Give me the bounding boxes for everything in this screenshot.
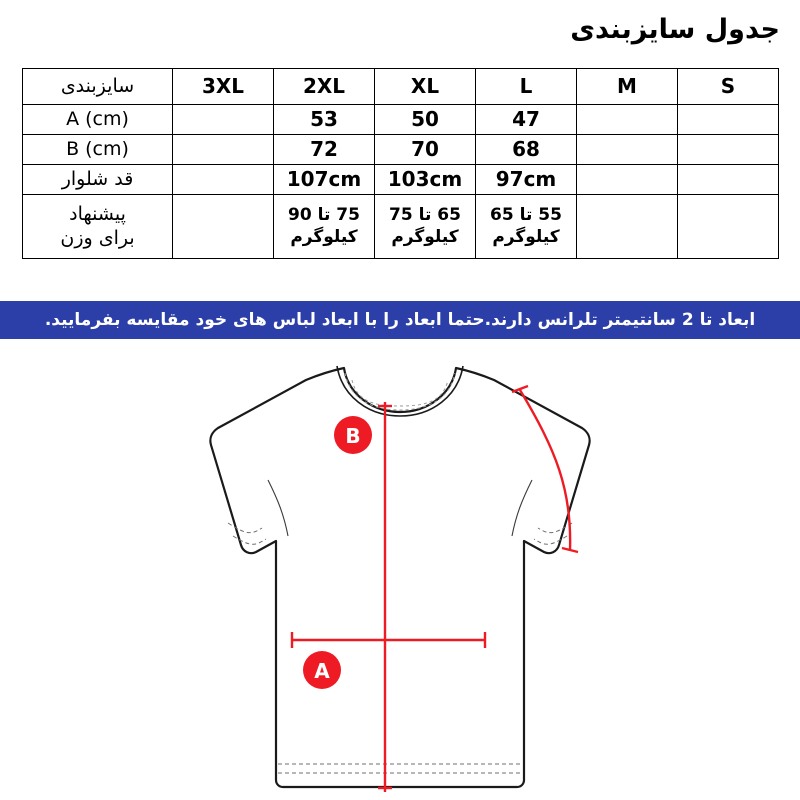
table-cell: 65 تا 75 کیلوگرم <box>375 195 476 259</box>
table-cell: 47 <box>476 105 577 135</box>
tshirt-illustration <box>0 340 800 800</box>
table-cell: 53 <box>274 105 375 135</box>
table-cell <box>173 195 274 259</box>
table-row <box>23 195 779 259</box>
table-row-label-line1: پیشنهاد <box>69 202 126 225</box>
badge-b-group <box>334 416 372 454</box>
table-cell <box>577 195 678 259</box>
table-header-label: سایزبندی <box>23 69 173 105</box>
table-cell <box>678 165 779 195</box>
table-cell: 97cm <box>476 165 577 195</box>
table-cell <box>678 135 779 165</box>
tolerance-note: ابعاد تا 2 سانتیمتر تلرانس دارند.حتما ابعاد را با ابعاد لباس های خود مقایسه بفرمایید. <box>0 301 800 339</box>
table-cell: 103cm <box>375 165 476 195</box>
table-cell: 72 <box>274 135 375 165</box>
table-cell <box>577 165 678 195</box>
table-cell <box>678 105 779 135</box>
table-cell: 55 تا 65 کیلوگرم <box>476 195 577 259</box>
table-cell <box>173 105 274 135</box>
table-header-cell: S <box>678 69 779 105</box>
table-row-label: B (cm) <box>23 135 173 165</box>
table-row-label <box>23 195 173 259</box>
table-row-label-line2: برای وزن <box>60 226 135 249</box>
table-row-label: قد شلوار <box>23 165 173 195</box>
table-cell <box>577 135 678 165</box>
table-row <box>23 165 779 195</box>
table-row-label: A (cm) <box>23 105 173 135</box>
table-cell: 70 <box>375 135 476 165</box>
table-cell: 107cm <box>274 165 375 195</box>
table-cell <box>678 195 779 259</box>
table-header-cell: XL <box>375 69 476 105</box>
badge-a-label: A <box>314 659 330 683</box>
page-title: جدول سایزبندی <box>570 14 780 45</box>
table-header-cell: L <box>476 69 577 105</box>
table-cell: 68 <box>476 135 577 165</box>
table-header-cell: 3XL <box>173 69 274 105</box>
table-cell <box>173 165 274 195</box>
table-row <box>23 135 779 165</box>
badge-a-group <box>303 651 341 689</box>
table-cell: 50 <box>375 105 476 135</box>
badge-b-label: B <box>345 424 361 448</box>
table-header-row <box>23 69 779 105</box>
table-header-cell: 2XL <box>274 69 375 105</box>
table-header-cell: M <box>577 69 678 105</box>
table-row <box>23 105 779 135</box>
table-cell <box>577 105 678 135</box>
table-cell: 75 تا 90 کیلوگرم <box>274 195 375 259</box>
table-cell <box>173 135 274 165</box>
size-table <box>22 68 779 259</box>
